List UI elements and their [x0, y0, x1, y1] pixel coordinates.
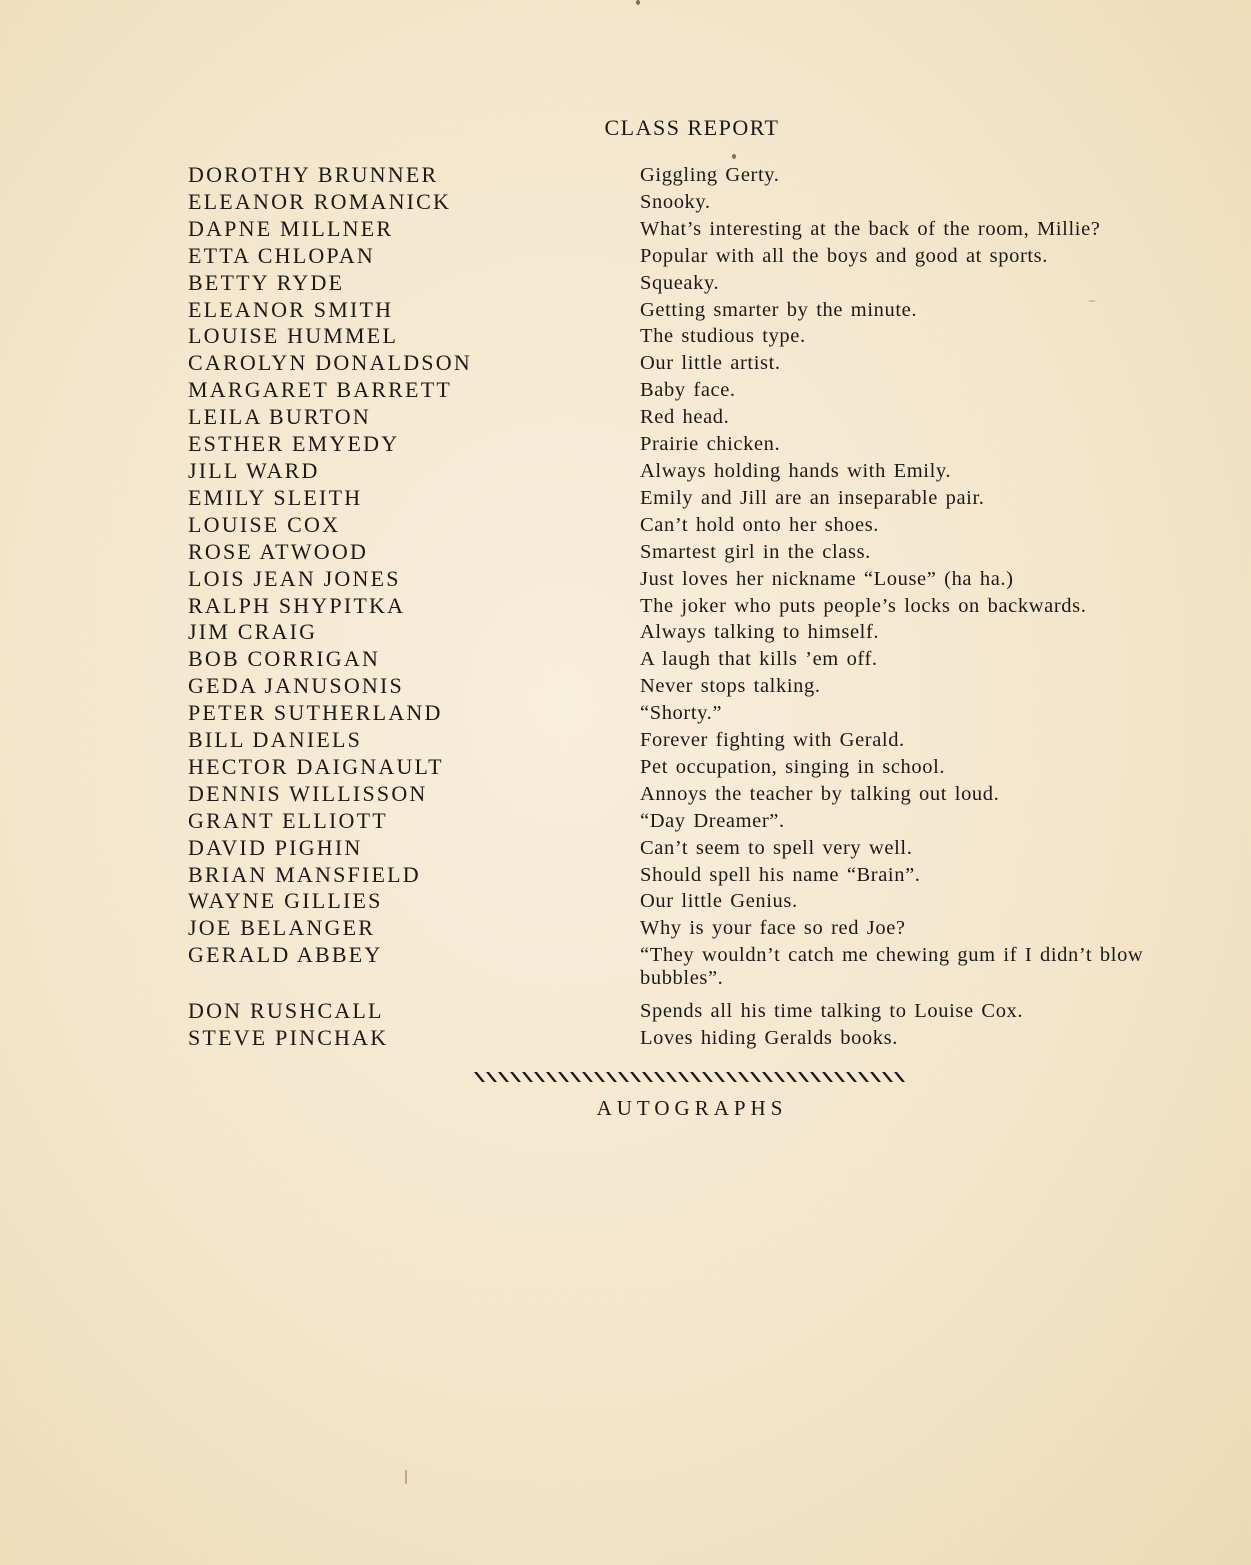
report-row: [0, 377, 1251, 404]
student-description: The joker who puts people’s locks on backwards.: [640, 594, 1087, 617]
report-row: [0, 512, 1251, 539]
student-name: ETTA CHLOPAN: [188, 242, 376, 268]
divider-segment: [702, 1072, 713, 1082]
report-row: [0, 727, 1251, 754]
report-row: [0, 323, 1251, 350]
divider-segment: [642, 1072, 653, 1082]
divider-segment: [474, 1072, 485, 1082]
report-row: [0, 593, 1251, 620]
student-description: Emily and Jill are an inseparable pair.: [640, 486, 985, 509]
student-description: Giggling Gerty.: [640, 164, 780, 186]
report-row: [0, 835, 1251, 862]
report-row: [0, 888, 1251, 915]
paper-speck: [732, 154, 736, 159]
report-row: [0, 458, 1251, 485]
report-row: [0, 700, 1251, 727]
divider-segment: [486, 1072, 497, 1082]
divider-segment: [666, 1072, 677, 1082]
divider-segment: [834, 1072, 845, 1082]
student-name: GEDA JANUSONIS: [188, 673, 404, 699]
student-name: BILL DANIELS: [188, 727, 363, 753]
divider-segment: [510, 1072, 521, 1082]
student-name: STEVE PINCHAK: [188, 1025, 389, 1051]
divider-segment: [762, 1072, 773, 1082]
student-description: Always talking to himself.: [640, 621, 880, 644]
student-name: ELEANOR SMITH: [188, 296, 394, 322]
divider-segment: [726, 1072, 737, 1082]
student-name: DENNIS WILLISSON: [188, 780, 428, 806]
student-description: Our little artist.: [640, 352, 781, 375]
class-report-list: [0, 162, 1251, 1052]
divider-segment: [546, 1072, 557, 1082]
divider-segment: [894, 1072, 905, 1082]
student-name: DAVID PIGHIN: [188, 834, 363, 860]
student-name: JOE BELANGER: [188, 915, 376, 941]
student-description: Never stops talking.: [640, 675, 821, 698]
student-description: Squeaky.: [640, 271, 720, 294]
report-row: [0, 781, 1251, 808]
report-row: [0, 404, 1251, 431]
student-name: CAROLYN DONALDSON: [188, 350, 472, 376]
student-description: The studious type.: [640, 325, 806, 348]
student-description: “Shorty.”: [640, 702, 723, 725]
divider-segment: [498, 1072, 509, 1082]
student-name: GRANT ELLIOTT: [188, 807, 388, 833]
student-description: Popular with all the boys and good at sports.: [640, 244, 1048, 267]
student-name: MARGARET BARRETT: [188, 377, 452, 403]
student-name: LOUISE COX: [188, 511, 341, 537]
divider-segment: [582, 1072, 593, 1082]
student-description: Red head.: [640, 406, 730, 429]
student-description: Smartest girl in the class.: [640, 540, 871, 563]
student-description: Loves hiding Geralds books.: [640, 1027, 898, 1050]
divider-segment: [558, 1072, 569, 1082]
student-name: DAPNE MILLNER: [188, 215, 394, 241]
report-row: [0, 673, 1251, 700]
report-row: [0, 270, 1251, 297]
report-row: [0, 998, 1251, 1025]
student-name: LEILA BURTON: [188, 404, 371, 430]
report-row: [0, 942, 1251, 990]
student-name: BRIAN MANSFIELD: [188, 861, 421, 887]
student-name: ESTHER EMYEDY: [188, 431, 400, 457]
divider-segment: [786, 1072, 797, 1082]
student-description: “Day Dreamer”.: [640, 809, 785, 832]
divider-segment: [570, 1072, 581, 1082]
report-row: [0, 216, 1251, 243]
report-row: [0, 189, 1251, 216]
student-name: ROSE ATWOOD: [188, 538, 369, 564]
divider-segment: [750, 1072, 761, 1082]
divider-segment: [534, 1072, 545, 1082]
student-description: Baby face.: [640, 379, 736, 402]
student-description: Can’t hold onto her shoes.: [640, 513, 880, 536]
student-name: PETER SUTHERLAND: [188, 700, 443, 726]
student-name: RALPH SHYPITKA: [188, 592, 406, 618]
divider-segment: [858, 1072, 869, 1082]
student-name: JIM CRAIG: [188, 619, 318, 645]
student-name: DOROTHY BRUNNER: [188, 162, 439, 187]
report-row: [0, 162, 1251, 189]
student-name: LOIS JEAN JONES: [188, 565, 401, 591]
report-row: [0, 915, 1251, 942]
student-name: WAYNE GILLIES: [188, 888, 383, 914]
divider-segment: [846, 1072, 857, 1082]
student-name: BETTY RYDE: [188, 269, 345, 295]
divider-segment: [594, 1072, 605, 1082]
student-name: ELEANOR ROMANICK: [188, 188, 452, 214]
report-row: [0, 754, 1251, 781]
student-description: Can’t seem to spell very well.: [640, 836, 913, 859]
student-name: LOUISE HUMMEL: [188, 323, 399, 349]
divider-segment: [606, 1072, 617, 1082]
divider-segment: [798, 1072, 809, 1082]
report-row: [0, 566, 1251, 593]
report-row: [0, 243, 1251, 270]
student-description: What’s interesting at the back of the room, Millie?: [640, 217, 1101, 240]
divider-segment: [774, 1072, 785, 1082]
report-row: [0, 862, 1251, 889]
report-row: [0, 485, 1251, 512]
paper-speck: [1088, 300, 1096, 302]
student-name: HECTOR DAIGNAULT: [188, 753, 444, 779]
divider-segment: [714, 1072, 725, 1082]
student-description: Always holding hands with Emily.: [640, 459, 952, 482]
autographs-heading: AUTOGRAPHS: [596, 1096, 788, 1120]
student-description: Why is your face so red Joe?: [640, 917, 906, 940]
student-name: EMILY SLEITH: [188, 484, 363, 510]
student-description: Prairie chicken.: [640, 433, 781, 456]
report-row: [0, 431, 1251, 458]
ornamental-divider: [473, 1070, 909, 1084]
divider-segment: [654, 1072, 665, 1082]
report-row: [0, 539, 1251, 566]
divider-segment: [618, 1072, 629, 1082]
divider-segment: [870, 1072, 881, 1082]
report-row: [0, 646, 1251, 673]
divider-segment: [522, 1072, 533, 1082]
student-description: Pet occupation, singing in school.: [640, 755, 946, 778]
student-description: “They wouldn’t catch me chewing gum if I didn’t blow bubbles”.: [640, 944, 1144, 990]
student-description: Our little Genius.: [640, 890, 798, 913]
report-row: [0, 350, 1251, 377]
student-name: DON RUSHCALL: [188, 998, 384, 1024]
divider-segment: [738, 1072, 749, 1082]
divider-segment: [690, 1072, 701, 1082]
divider-segment: [810, 1072, 821, 1082]
student-name: JILL WARD: [188, 457, 320, 483]
student-description: Forever fighting with Gerald.: [640, 729, 905, 752]
student-name: BOB CORRIGAN: [188, 646, 381, 672]
student-description: Snooky.: [640, 190, 711, 213]
paper-speck: [636, 0, 640, 5]
divider-segment: [882, 1072, 893, 1082]
report-row: [0, 297, 1251, 324]
student-description: Annoys the teacher by talking out loud.: [640, 782, 1000, 805]
student-description: A laugh that kills ’em off.: [640, 648, 878, 671]
divider-segment: [822, 1072, 833, 1082]
paper-speck: [405, 1470, 407, 1484]
student-description: Should spell his name “Brain”.: [640, 863, 921, 886]
page-title: CLASS REPORT: [604, 115, 780, 140]
report-row: [0, 619, 1251, 646]
student-description: Spends all his time talking to Louise Cox.: [640, 1000, 1024, 1023]
divider-segment: [678, 1072, 689, 1082]
student-name: GERALD ABBEY: [188, 942, 383, 968]
report-row: [0, 1025, 1251, 1052]
report-row: [0, 808, 1251, 835]
student-description: Getting smarter by the minute.: [640, 298, 918, 321]
student-description: Just loves her nickname “Louse” (ha ha.): [640, 567, 1014, 590]
divider-segment: [630, 1072, 641, 1082]
